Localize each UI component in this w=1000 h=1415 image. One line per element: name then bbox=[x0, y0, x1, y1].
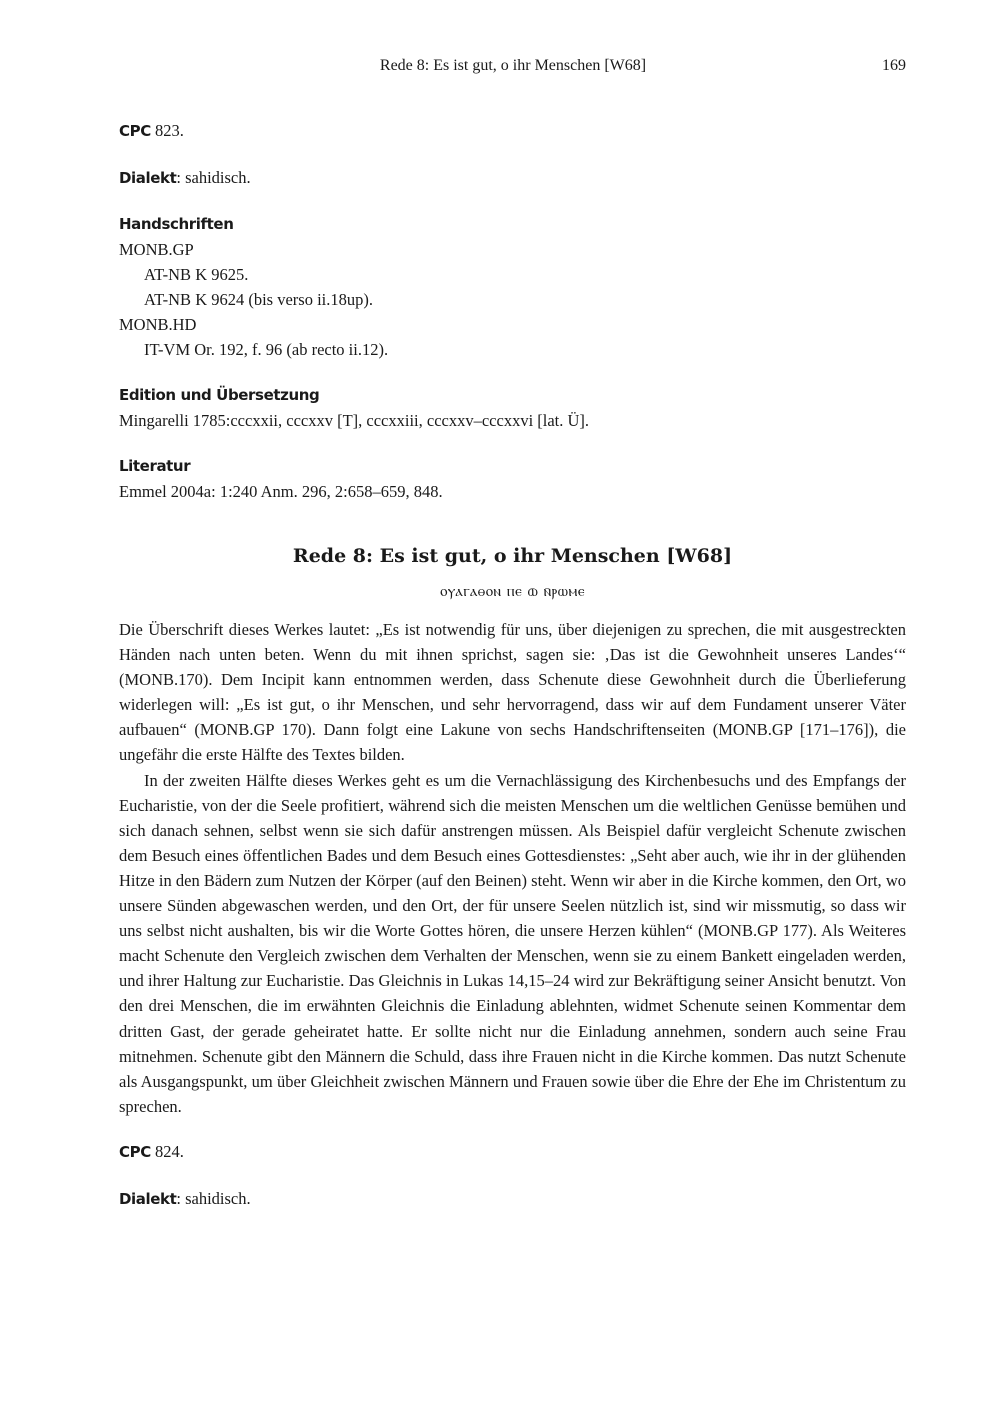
literatur-text: Emmel 2004a: 1:240 Anm. 296, 2:658–659, 848. bbox=[119, 482, 443, 501]
dialekt-line bbox=[119, 165, 906, 191]
page-content bbox=[119, 118, 906, 1212]
running-header bbox=[120, 57, 906, 81]
cpc-label: CPC bbox=[119, 122, 151, 140]
page-number: 169 bbox=[882, 57, 906, 74]
manuscript-item: MONB.GP bbox=[119, 240, 194, 259]
dialekt-line-2 bbox=[119, 1186, 906, 1212]
handschriften-heading: Handschriften bbox=[119, 215, 234, 233]
coptic-incipit: ⲟⲩⲁⲅⲁⲑⲟⲛ ⲡⲉ ⲱ̄ ⲛ̄ⲣⲱⲙⲉ bbox=[439, 582, 586, 600]
dialekt-label-2: Dialekt bbox=[119, 1189, 177, 1208]
cpc-line bbox=[119, 118, 906, 144]
dialekt-value-2: : sahidisch. bbox=[176, 1188, 251, 1208]
manuscript-item: IT-VM Or. 192, f. 96 (ab recto ii.12). bbox=[144, 340, 389, 359]
cpc-label-2: CPC bbox=[119, 1142, 151, 1161]
literatur-heading: Literatur bbox=[119, 457, 191, 475]
edition-text: Mingarelli 1785:cccxxii, cccxxv [T], cccxxiii, cccxxv–cccxxvi [lat. Ü]. bbox=[119, 411, 590, 430]
dialekt-value: : sahidisch. bbox=[176, 168, 251, 187]
body-paragraph-2: In der zweiten Hälfte dieses Werkes geht es um die Vernachlässigung des Kirchenbesuchs und des Empfangs der Eucharistie, von der die Seele profitiert, während sich die meisten Menschen um die weltlichen Genüsse bemühen und sich danach sehnen, selbst wenn sie sich dafür anstrengen müssen. Als Beispiel dafür vergleicht Schenute zwischen dem Besuch eines öffentlichen Bades und dem Besuch eines Gottesdienstes: „Seht aber auch, wie ihr in der glühenden Hitze in den Bädern zum Nutzen der Körper (auf den Beinen) steht. Wenn wir aber in die Kirche kommen, den Ort, wo unsere Sünden abgewaschen werden, und den Ort, der für unsere Seelen nützlich ist, sind wir missmutig, so dass wir uns selbst nicht aushalten, bis wir die Worte Gottes hören, die unsere Herzen kühlen“ (MONB.GP 177). Als Weiteres macht Schenute den Vergleich zwischen dem Verhalten der Menschen, wenn sie zu einem Bankett eingeladen werden, und ihrer Haltung zur Eucharistie. Das Gleichnis in Lukas 14,15–24 wird zur Bekräftigung seiner Ansicht benutzt. Von den drei Menschen, die im erwähnten Gleichnis die Einladung ablehnten, widmet Schenute seinen Kommentar dem dritten Gast, der gerade geheiratet hatte. Er sollte nicht nur die Einladung annehmen, sondern auch seine Frau mitnehmen. Schenute gibt den Männern die Schuld, dass ihre Frauen nicht in die Kirche kommen. Das nutzt Schenute als Ausgangspunkt, um über Gleichheit zwischen Männern und Frauen sowie über die Ehre der Ehe im Christentum zu sprechen. bbox=[119, 770, 906, 1116]
edition-heading: Edition und Übersetzung bbox=[119, 386, 320, 404]
cpc-value: 823. bbox=[150, 121, 184, 140]
work-title: Rede 8: Es ist gut, o ihr Menschen [W68] bbox=[292, 545, 733, 567]
cpc-line-2 bbox=[119, 1139, 906, 1165]
dialekt-label: Dialekt bbox=[119, 169, 177, 187]
manuscript-item: AT-NB K 9624 (bis verso ii.18up). bbox=[144, 290, 374, 309]
manuscript-item: MONB.HD bbox=[119, 315, 197, 334]
body-paragraph-1: Die Überschrift dieses Werkes lautet: „Es ist notwendig für uns, über diejenigen zu sprechen, die mit ausgestreckten Händen nach unten beten. Wenn du mit ihnen sprichst, sagen sie: ‚Das ist die Gewohnheit unseres Landes‘“ (MONB.170). Dem Incipit kann entnommen werden, dass Schenute diese Gewohnheit durch die Überlieferung widerlegen will: „Es ist gut, o ihr Menschen, und sehr hervorragend, dass wir auf dem Fundament unserer Väter aufbauen“ (MONB.GP 170). Dann folgt eine Lakune von sechs Handschriftenseiten (MONB.GP [171–176]), die ungefähr die erste Hälfte des Textes bilden. bbox=[119, 620, 906, 765]
cpc-value-2: 824. bbox=[150, 1141, 184, 1161]
manuscript-item: AT-NB K 9625. bbox=[144, 265, 249, 284]
running-title: Rede 8: Es ist gut, o ihr Menschen [W68] bbox=[379, 57, 647, 74]
